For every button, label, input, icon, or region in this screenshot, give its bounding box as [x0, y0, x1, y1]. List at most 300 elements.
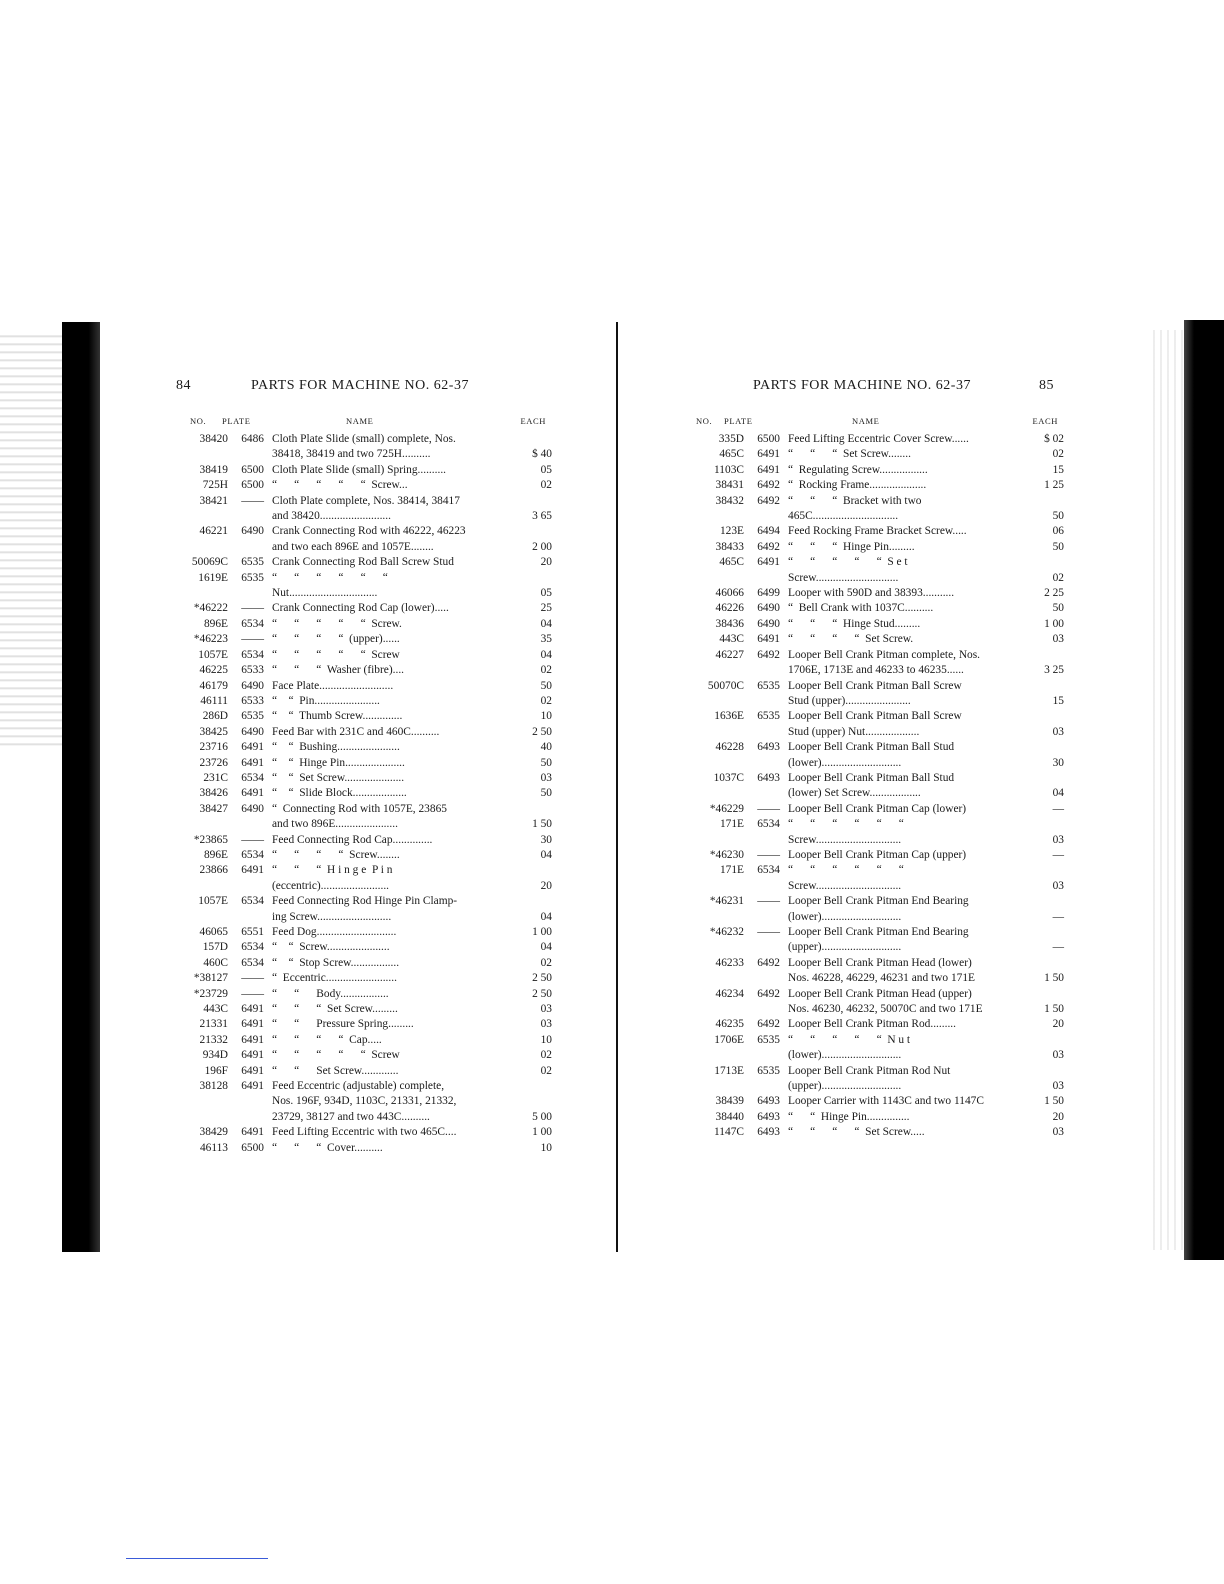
- price-each: 03: [1052, 879, 1064, 892]
- part-name: “ “ “ Hinge Pin.........: [788, 540, 915, 553]
- part-name: “ “ “ “ “ Screw: [272, 648, 400, 661]
- part-name: (lower)............................: [788, 756, 902, 769]
- plate-number: 6491: [241, 741, 264, 754]
- plate-number: 6493: [757, 741, 780, 754]
- part-number: 46179: [199, 679, 228, 692]
- plate-number: 6535: [241, 710, 264, 723]
- part-name: Looper Bell Crank Pitman Rod.........: [788, 1018, 956, 1031]
- part-number: 1057E: [198, 895, 228, 908]
- price-each: 2 50: [532, 725, 552, 738]
- table-row: [684, 509, 1064, 524]
- plate-number: 6490: [241, 802, 264, 815]
- col-plate: PLATE: [724, 416, 753, 426]
- price-each: 1 00: [532, 1126, 552, 1139]
- plate-number: 6491: [241, 1049, 264, 1062]
- part-number: 725H: [202, 479, 228, 492]
- plate-number: 6491: [241, 756, 264, 769]
- plate-number: 6490: [241, 679, 264, 692]
- part-number: 1037C: [713, 771, 744, 784]
- price-each: 03: [1052, 633, 1064, 646]
- part-name: Feed Lifting Eccentric Cover Screw......: [788, 433, 969, 445]
- part-number: 21332: [199, 1033, 228, 1046]
- table-row: [168, 910, 552, 925]
- table-row: [168, 1048, 552, 1063]
- plate-number: 6534: [241, 617, 264, 630]
- table-row: [168, 725, 552, 740]
- plate-number: 6534: [241, 956, 264, 969]
- part-name: Feed Eccentric (adjustable) complete,: [272, 1080, 445, 1093]
- part-name: Looper Bell Crank Pitman Ball Stud: [788, 741, 955, 754]
- part-name: Looper Bell Crank Pitman Head (upper): [788, 987, 972, 1000]
- plate-number: 6491: [757, 448, 780, 461]
- price-each: 06: [1052, 525, 1064, 538]
- table-row: [168, 925, 552, 940]
- page-edge-lines: [1148, 330, 1184, 1250]
- price-each: 40: [540, 741, 552, 754]
- part-number: 46228: [715, 741, 744, 754]
- part-name: “ “ “ “ Set Screw.....: [788, 1126, 925, 1139]
- part-number: 38419: [199, 463, 228, 476]
- price-each: 03: [1052, 833, 1064, 846]
- part-number: 196F: [204, 1064, 228, 1077]
- part-name: “ “ “ H i n g e P i n: [272, 864, 393, 877]
- price-each: 50: [540, 756, 552, 769]
- table-row: [684, 756, 1064, 771]
- price-each: 04: [540, 910, 552, 923]
- plate-number: 6535: [757, 1033, 780, 1046]
- page-number: 85: [1039, 378, 1054, 393]
- part-name: “ “ Pressure Spring.........: [272, 1018, 414, 1031]
- part-name: 1706E, 1713E and 46233 to 46235......: [788, 664, 964, 677]
- blue-rule-line: [126, 1558, 268, 1559]
- column-headers: [684, 412, 1064, 432]
- part-name: Screw..............................: [788, 879, 902, 892]
- plate-number: 6500: [241, 1141, 264, 1154]
- price-each: 25: [540, 602, 552, 615]
- plate-number: 6493: [757, 771, 780, 784]
- part-number: 896E: [203, 848, 228, 861]
- part-number: 443C: [719, 633, 744, 646]
- table-row: [684, 555, 1064, 570]
- part-number: *23865: [193, 833, 228, 846]
- part-number: *23729: [193, 987, 228, 1000]
- part-number: 46233: [715, 956, 744, 969]
- part-name: Looper with 590D and 38393...........: [788, 587, 955, 600]
- part-number: 231C: [203, 771, 228, 784]
- part-number: 38439: [715, 1095, 744, 1108]
- part-name: (lower)............................: [788, 910, 902, 923]
- price-each: 03: [540, 1018, 552, 1031]
- price-each: 05: [540, 587, 552, 600]
- table-row: [684, 524, 1064, 539]
- plate-number: 6492: [757, 956, 780, 969]
- part-name: “ “ “ Bracket with two: [788, 494, 922, 507]
- table-row: [684, 1002, 1064, 1017]
- part-name: and two each 896E and 1057E........: [272, 540, 434, 553]
- table-row: [684, 709, 1064, 724]
- price-each: 1 25: [1044, 479, 1064, 492]
- parts-list: [168, 432, 552, 1156]
- part-name: “ “ Slide Block...................: [272, 787, 407, 800]
- part-number: 23716: [199, 741, 228, 754]
- part-name: “ “ Bushing......................: [272, 741, 400, 754]
- parts-list: [684, 432, 1064, 1141]
- table-row: [168, 756, 552, 771]
- price-each: 02: [540, 1049, 552, 1062]
- plate-number: 6534: [241, 648, 264, 661]
- plate-number: 6500: [241, 463, 264, 476]
- price-each: —: [1052, 941, 1064, 954]
- part-name: Screw.............................: [788, 571, 899, 584]
- price-each: 02: [540, 479, 552, 492]
- scan-edge-speckle: [0, 330, 62, 750]
- table-row: [168, 1125, 552, 1140]
- part-name: Feed Connecting Rod Hinge Pin Clamp-: [272, 895, 458, 908]
- table-row: [684, 663, 1064, 678]
- part-number: 21331: [199, 1018, 228, 1031]
- table-row: [684, 432, 1064, 447]
- table-row: [168, 956, 552, 971]
- part-name: and two 896E......................: [272, 818, 398, 831]
- part-number: 38431: [715, 479, 744, 492]
- table-row: [168, 509, 552, 524]
- plate-number: ——: [241, 633, 264, 646]
- plate-number: 6490: [241, 725, 264, 738]
- table-row: [684, 463, 1064, 478]
- price-each: 30: [1052, 756, 1064, 769]
- part-number: 38429: [199, 1126, 228, 1139]
- col-plate: PLATE: [222, 416, 251, 426]
- table-row: [168, 848, 552, 863]
- part-name: 38418, 38419 and two 725H..........: [272, 448, 431, 461]
- price-each: 03: [540, 1003, 552, 1016]
- table-row: [684, 617, 1064, 632]
- plate-number: 6490: [757, 602, 780, 615]
- plate-number: ——: [757, 848, 780, 861]
- part-name: “ “ “ Hinge Stud.........: [788, 617, 921, 630]
- col-no: NO.: [696, 416, 713, 426]
- plate-number: 6492: [757, 648, 780, 661]
- table-row: [684, 940, 1064, 955]
- price-each: 04: [540, 941, 552, 954]
- price-each: 02: [540, 956, 552, 969]
- part-name: Nos. 46230, 46232, 50070C and two 171E: [788, 1003, 983, 1016]
- plate-number: 6534: [241, 941, 264, 954]
- price-each: 04: [540, 848, 552, 861]
- part-number: 465C: [719, 556, 744, 569]
- price-each: 1 50: [1044, 972, 1064, 985]
- part-number: 38420: [199, 433, 228, 445]
- part-name: Looper Bell Crank Pitman Ball Screw: [788, 679, 962, 692]
- table-row: [168, 617, 552, 632]
- part-name: Looper Bell Crank Pitman Ball Stud: [788, 771, 955, 784]
- price-each: $ 40: [532, 448, 552, 461]
- part-name: ing Screw..........................: [272, 910, 392, 923]
- part-name: Nos. 46228, 46229, 46231 and two 171E: [788, 972, 975, 985]
- table-row: [684, 571, 1064, 586]
- part-number: 171E: [719, 864, 744, 877]
- part-name: “ “ “ Set Screw.........: [272, 1003, 398, 1016]
- plate-number: 6491: [757, 633, 780, 646]
- col-no: NO.: [190, 416, 207, 426]
- part-number: 38440: [715, 1110, 744, 1123]
- table-row: [684, 1064, 1064, 1079]
- price-each: 1 00: [1044, 617, 1064, 630]
- table-row: [168, 1079, 552, 1094]
- table-row: [684, 694, 1064, 709]
- plate-number: 6491: [241, 1080, 264, 1093]
- table-row: [684, 1017, 1064, 1032]
- part-name: Looper Bell Crank Pitman End Bearing: [788, 926, 969, 938]
- part-name: “ “ “ “ “ S e t: [788, 556, 908, 569]
- part-number: *38127: [193, 972, 228, 985]
- part-name: Looper Bell Crank Pitman complete, Nos.: [788, 648, 981, 661]
- plate-number: 6533: [241, 694, 264, 707]
- plate-number: 6492: [757, 987, 780, 1000]
- price-each: 1 50: [1044, 1095, 1064, 1108]
- part-name: “ “ Pin.......................: [272, 694, 380, 707]
- part-number: 46235: [715, 1018, 744, 1031]
- part-name: “ “ Set Screw.....................: [272, 771, 405, 784]
- plate-number: 6499: [757, 587, 780, 600]
- price-each: 50: [540, 679, 552, 692]
- table-row: [684, 956, 1064, 971]
- part-number: 335D: [718, 433, 744, 445]
- price-each: —: [1052, 910, 1064, 923]
- price-each: 50: [1052, 602, 1064, 615]
- part-number: 38128: [199, 1080, 228, 1093]
- table-row: [168, 740, 552, 755]
- table-row: [684, 894, 1064, 909]
- price-each: 35: [540, 633, 552, 646]
- part-name: “ Connecting Rod with 1057E, 23865: [272, 802, 447, 815]
- table-row: [684, 725, 1064, 740]
- part-number: 1103C: [714, 463, 744, 476]
- price-each: 02: [540, 1064, 552, 1077]
- part-number: 123E: [719, 525, 744, 538]
- plate-number: 6491: [241, 864, 264, 877]
- part-number: 460C: [203, 956, 228, 969]
- table-row: [168, 478, 552, 493]
- plate-number: ——: [241, 833, 264, 846]
- book-edge-right: [1184, 320, 1224, 1260]
- price-each: 02: [1052, 448, 1064, 461]
- part-name: (lower) Set Screw..................: [788, 787, 921, 800]
- part-name: 465C..............................: [788, 510, 899, 523]
- table-row: [168, 540, 552, 555]
- table-row: [168, 679, 552, 694]
- part-name: Looper Bell Crank Pitman Cap (lower): [788, 802, 967, 815]
- table-row: [168, 709, 552, 724]
- table-row: [684, 1110, 1064, 1125]
- plate-number: 6492: [757, 494, 780, 507]
- table-row: [168, 802, 552, 817]
- table-row: [684, 1033, 1064, 1048]
- price-each: 04: [1052, 787, 1064, 800]
- table-row: [168, 463, 552, 478]
- part-name: Looper Bell Crank Pitman Ball Screw: [788, 710, 962, 723]
- part-name: “ “ Body.................: [272, 987, 389, 1000]
- table-row: [684, 848, 1064, 863]
- plate-number: 6491: [241, 1064, 264, 1077]
- price-each: 1 50: [1044, 1003, 1064, 1016]
- price-each: 50: [1052, 510, 1064, 523]
- col-name: NAME: [852, 416, 880, 426]
- price-each: 03: [1052, 1080, 1064, 1093]
- part-name: “ “ Screw......................: [272, 941, 390, 954]
- part-name: (upper)............................: [788, 1080, 902, 1093]
- plate-number: 6493: [757, 1126, 780, 1139]
- part-name: “ “ “ “ Screw........: [272, 848, 400, 861]
- part-name: “ “ “ “ Set Screw.: [788, 633, 914, 646]
- part-name: 23729, 38127 and two 443C..........: [272, 1110, 430, 1123]
- part-number: 46066: [715, 587, 744, 600]
- part-name: Feed Dog............................: [272, 926, 397, 938]
- price-each: 2 50: [532, 987, 552, 1000]
- table-row: [168, 694, 552, 709]
- left-page: [168, 378, 552, 1156]
- table-row: [168, 833, 552, 848]
- price-each: 10: [540, 710, 552, 723]
- table-row: [168, 894, 552, 909]
- price-each: 20: [540, 879, 552, 892]
- part-number: 50070C: [707, 679, 744, 692]
- plate-number: 6535: [757, 1064, 780, 1077]
- table-row: [684, 648, 1064, 663]
- part-name: “ “ “ “ “ N u t: [788, 1033, 911, 1046]
- part-number: 46225: [199, 664, 228, 677]
- table-row: [684, 987, 1064, 1002]
- part-name: Feed Connecting Rod Cap..............: [272, 833, 433, 846]
- page-header: [684, 378, 1064, 402]
- part-name: Looper Carrier with 1143C and two 1147C: [788, 1095, 984, 1108]
- plate-number: 6534: [241, 895, 264, 908]
- price-each: 02: [540, 664, 552, 677]
- part-number: 1636E: [714, 710, 744, 723]
- price-each: 02: [1052, 571, 1064, 584]
- table-row: [168, 1094, 552, 1109]
- plate-number: 6535: [757, 710, 780, 723]
- price-each: 03: [1052, 1049, 1064, 1062]
- part-number: 46113: [199, 1141, 228, 1154]
- plate-number: 6534: [241, 771, 264, 784]
- plate-number: 6490: [757, 617, 780, 630]
- table-row: [168, 863, 552, 878]
- table-row: [684, 879, 1064, 894]
- plate-number: 6491: [241, 1018, 264, 1031]
- part-number: 934D: [202, 1049, 228, 1062]
- price-each: 3 65: [532, 510, 552, 523]
- table-row: [168, 1033, 552, 1048]
- plate-number: 6491: [241, 1126, 264, 1139]
- table-row: [684, 1094, 1064, 1109]
- plate-number: 6493: [757, 1110, 780, 1123]
- part-name: “ “ “ Cover..........: [272, 1141, 383, 1154]
- part-name: “ “ “ “ “ Screw.: [272, 617, 402, 630]
- table-row: [168, 494, 552, 509]
- part-number: 46065: [199, 926, 228, 938]
- price-each: 05: [540, 463, 552, 476]
- part-name: Feed Lifting Eccentric with two 465C....: [272, 1126, 457, 1139]
- price-each: 03: [1052, 725, 1064, 738]
- page-title: PARTS FOR MACHINE NO. 62-37: [753, 378, 971, 393]
- plate-number: 6492: [757, 1018, 780, 1031]
- table-row: [168, 601, 552, 616]
- page-title: PARTS FOR MACHINE NO. 62-37: [251, 378, 469, 393]
- part-name: “ “ “ “ “ “: [272, 571, 388, 584]
- price-each: 02: [540, 694, 552, 707]
- price-each: $ 02: [1044, 433, 1064, 445]
- part-name: (eccentric)........................: [272, 879, 390, 892]
- price-each: 1 00: [532, 926, 552, 938]
- part-number: 443C: [203, 1003, 228, 1016]
- part-name: Looper Bell Crank Pitman Rod Nut: [788, 1064, 951, 1077]
- part-name: “ “ “ “ “ Screw...: [272, 479, 408, 492]
- plate-number: 6492: [757, 540, 780, 553]
- part-name: “ “ Hinge Pin.....................: [272, 756, 405, 769]
- part-number: 38433: [715, 540, 744, 553]
- table-row: [168, 1141, 552, 1156]
- table-row: [168, 524, 552, 539]
- part-number: 46226: [715, 602, 744, 615]
- part-number: 171E: [719, 818, 744, 831]
- plate-number: 6500: [241, 479, 264, 492]
- table-row: [684, 786, 1064, 801]
- plate-number: 6534: [757, 818, 780, 831]
- table-row: [168, 817, 552, 832]
- part-name: (lower)............................: [788, 1049, 902, 1062]
- price-each: 03: [1052, 1126, 1064, 1139]
- price-each: 3 25: [1044, 664, 1064, 677]
- part-name: Looper Bell Crank Pitman End Bearing: [788, 895, 969, 908]
- part-name: and 38420.........................: [272, 510, 391, 523]
- table-row: [684, 1125, 1064, 1140]
- part-number: 46227: [715, 648, 744, 661]
- part-name: “ “ “ Set Screw........: [788, 448, 911, 461]
- part-number: 1147C: [714, 1126, 744, 1139]
- part-name: “ “ Stop Screw.................: [272, 956, 400, 969]
- price-each: 5 00: [532, 1110, 552, 1123]
- price-each: 50: [1052, 540, 1064, 553]
- part-name: Nut...............................: [272, 587, 378, 600]
- part-name: Stud (upper).......................: [788, 694, 911, 707]
- price-each: 30: [540, 833, 552, 846]
- part-number: 46111: [200, 694, 228, 707]
- part-name: Nos. 196F, 934D, 1103C, 21331, 21332,: [272, 1095, 457, 1108]
- price-each: 20: [1052, 1018, 1064, 1031]
- part-number: *46232: [709, 926, 744, 938]
- table-row: [168, 786, 552, 801]
- table-row: [168, 771, 552, 786]
- plate-number: 6493: [757, 1095, 780, 1108]
- part-name: Feed Rocking Frame Bracket Screw.....: [788, 525, 967, 538]
- price-each: 10: [540, 1141, 552, 1154]
- part-name: “ Regulating Screw.................: [788, 463, 928, 476]
- part-name: Screw..............................: [788, 833, 902, 846]
- plate-number: 6535: [241, 571, 264, 584]
- table-row: [684, 833, 1064, 848]
- part-number: *46230: [709, 848, 744, 861]
- table-row: [168, 447, 552, 462]
- part-number: 38425: [199, 725, 228, 738]
- plate-number: 6491: [757, 463, 780, 476]
- part-name: Crank Connecting Rod with 46222, 46223: [272, 525, 466, 538]
- page-header: [168, 378, 552, 402]
- part-name: “ Eccentric.........................: [272, 972, 397, 985]
- part-name: “ “ Thumb Screw..............: [272, 710, 403, 723]
- part-name: Cloth Plate complete, Nos. 38414, 38417: [272, 494, 460, 507]
- plate-number: ——: [757, 802, 780, 815]
